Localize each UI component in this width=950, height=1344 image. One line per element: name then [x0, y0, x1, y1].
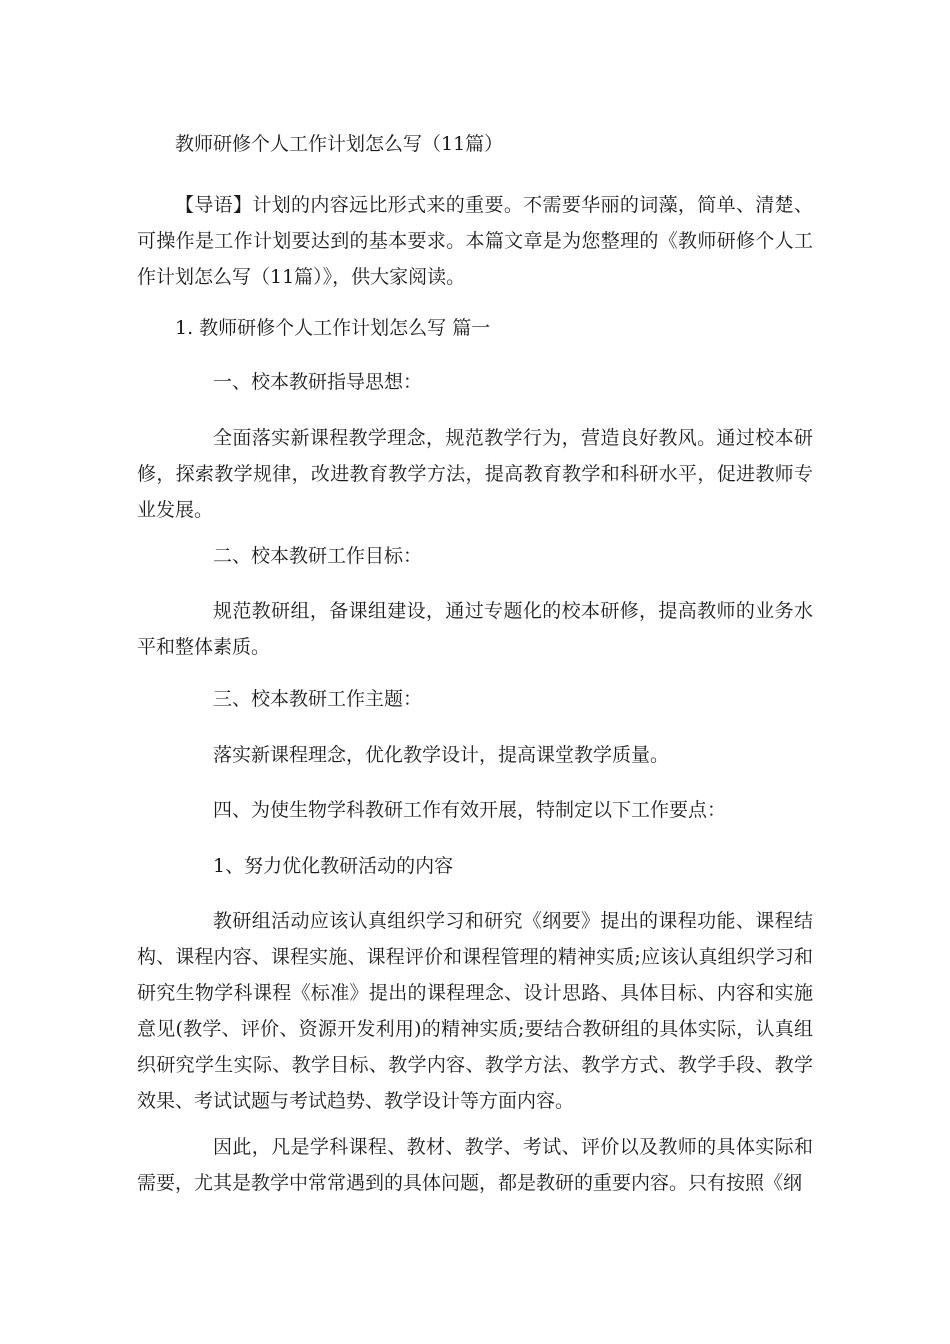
intro-paragraph: 【导语】计划的内容远比形式来的重要。不需要华丽的词藻，简单、清楚、可操作是工作计划要达到的基本要求。本篇文章是为您整理的《教师研修个人工作计划怎么写（11篇）》，供大家阅读。 — [137, 194, 813, 288]
document-title: 教师研修个人工作计划怎么写（11篇） — [175, 133, 504, 155]
heading-work-points: 四、为使生物学科教研工作有效开展，特制定以下工作要点： — [213, 799, 727, 821]
paragraph-work-goals: 规范教研组，备课组建设，通过专题化的校本研修，提高教师的业务水平和整体素质。 — [137, 600, 813, 658]
paragraph-work-theme: 落实新课程理念，优化教学设计，提高课堂教学质量。 — [213, 744, 670, 766]
paragraph-research-content: 因此，凡是学科课程、教材、教学、考试、评价以及教师的具体实际和需要，尤其是教学中常常遇到的具体问题，都是教研的重要内容。只有按照《纲 — [137, 1136, 813, 1194]
subheading-optimize-content: 1、努力优化教研活动的内容 — [213, 855, 454, 877]
heading-guiding-ideas: 一、校本教研指导思想： — [213, 371, 423, 393]
section-heading: 1. 教师研修个人工作计划怎么写 篇一 — [175, 317, 491, 339]
paragraph-guiding-ideas: 全面落实新课程教学理念，规范教学行为，营造良好教风。通过校本研修，探索教学规律，改进教育教学方法，提高教育教学和科研水平，促进教师专业发展。 — [137, 427, 813, 521]
paragraph-optimize-content: 教研组活动应该认真组织学习和研究《纲要》提出的课程功能、课程结构、课程内容、课程实施、课程评价和课程管理的精神实质;应该认真组织学习和研究生物学科课程《标准》提出的课程理念、设计思路、具体目标、内容和实施意见(教学、评价、资源开发利用)的精神实质;要结合教研组的具体实际，认真组织研究学生实际、教学目标、教学内容、教学方法、教学方式、教学手段、教学效果、考试试题与考试趋势、教学设计等方面内容。 — [137, 910, 813, 1112]
heading-work-theme: 三、校本教研工作主题： — [213, 688, 423, 710]
heading-work-goals: 二、校本教研工作目标： — [213, 545, 423, 567]
